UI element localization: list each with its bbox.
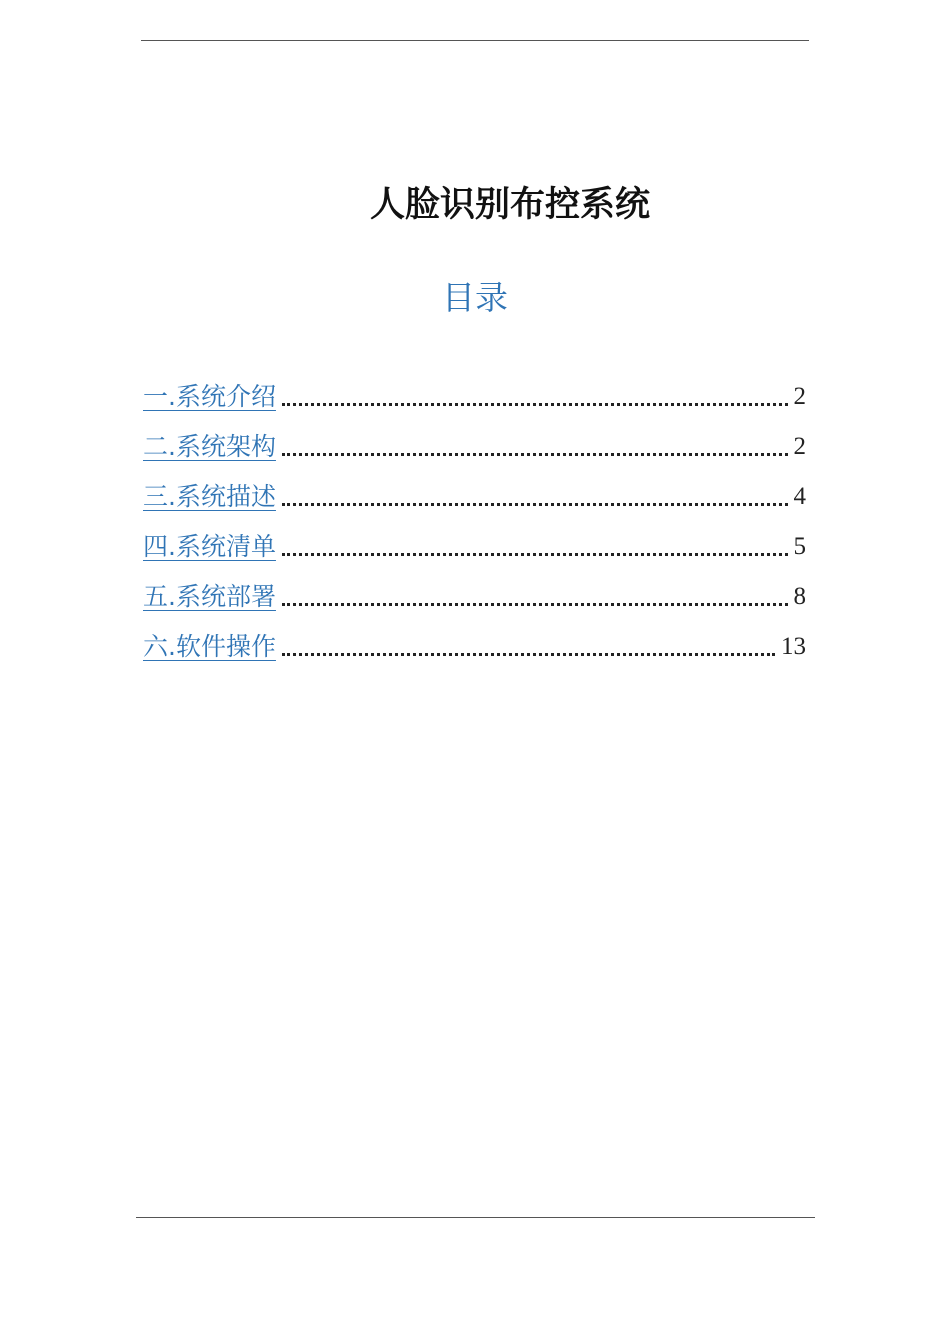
toc-link-intro[interactable]: 一.系统介绍	[143, 382, 276, 411]
toc-entry-inventory[interactable]	[143, 515, 806, 565]
dot-leader	[282, 503, 788, 506]
toc-page-number: 4	[793, 483, 806, 510]
document-title: 人脸识别布控系统	[369, 185, 650, 225]
toc-link-description[interactable]: 三.系统描述	[143, 482, 276, 511]
toc-entry-description[interactable]	[143, 465, 806, 515]
toc-page-number: 8	[793, 583, 806, 610]
toc-page-number: 2	[793, 433, 806, 460]
dot-leader	[282, 603, 788, 606]
toc-entry-deployment[interactable]	[143, 565, 806, 615]
header-rule	[141, 40, 809, 41]
toc-entry-intro[interactable]	[143, 365, 806, 415]
dot-leader	[282, 403, 788, 406]
toc-page-number: 2	[793, 383, 806, 410]
toc-link-inventory[interactable]: 四.系统清单	[143, 532, 276, 561]
toc-link-architecture[interactable]: 二.系统架构	[143, 432, 276, 461]
toc-entry-operation[interactable]	[143, 615, 806, 665]
toc-page-number: 13	[781, 633, 806, 660]
dot-leader	[282, 453, 788, 456]
toc-link-deployment[interactable]: 五.系统部署	[143, 582, 276, 611]
footer-rule	[136, 1217, 815, 1218]
dot-leader	[282, 653, 775, 656]
table-of-contents	[143, 365, 806, 665]
toc-page-number: 5	[793, 533, 806, 560]
toc-entry-architecture[interactable]	[143, 415, 806, 465]
toc-heading: 目录	[442, 278, 508, 317]
dot-leader	[282, 553, 788, 556]
toc-link-operation[interactable]: 六.软件操作	[143, 632, 276, 661]
